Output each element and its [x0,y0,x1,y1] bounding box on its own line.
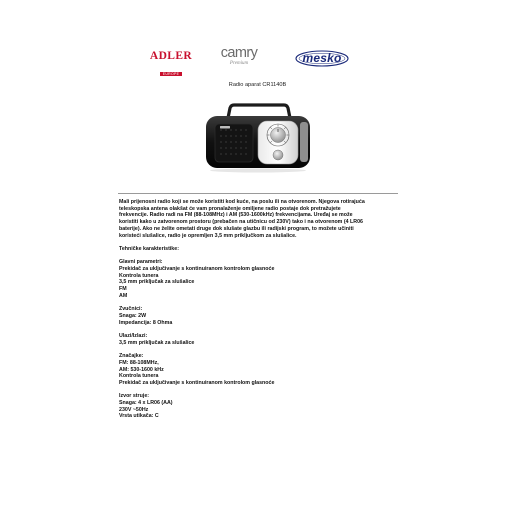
spec-item: 230V ~50Hz [119,406,149,413]
radio-illustration [200,100,322,174]
specs-heading: Tehničke karakteristike: [119,245,179,252]
speakers-heading: Zvučnici: [119,306,143,313]
section-divider [118,193,398,194]
main-params-heading: Glavni parametri: [119,259,163,266]
product-title: Radio aparat CR1140B [228,82,287,88]
spec-item: 3,5 mm priključak za slušalice [119,339,195,346]
spec-item: AM [119,292,128,299]
spec-item: Impedancija: 8 Ohma [119,319,173,326]
product-description [119,199,404,420]
spec-item: Kontrola tunera [119,272,159,279]
spec-item: FM: 88-108MHz, [119,359,159,366]
description-line: baterije). Ako ne želite ometati druge dok slušate glazbu ili radijski program, to možete učiniti [119,225,354,232]
features-heading: Značajke: [119,353,144,360]
description-line: koristeći slušalice, radio je opremljen 3,5 mm priključkom za slušalice. [119,232,297,239]
spec-item: Prekidač za uključivanje s kontinuiranom kontrolom glasnoće [119,379,275,386]
brand-logos [0,46,515,76]
spec-item: Prekidač za uključivanje s kontinuiranom kontrolom glasnoće [119,266,275,272]
spec-item: Snaga: 4 x LR06 (AA) [119,400,173,406]
spec-item: Kontrola tunera [119,373,159,380]
spec-item: AM: 530-1600 kHz [119,366,164,373]
mesko-logo: mesko [294,49,350,68]
description-line: koristiti kako u zatvorenom prostoru (prebačen na utičnicu od 230V) tako i na otvorenom (4 LR06 [119,219,364,226]
spec-item: FM [119,286,127,293]
spec-item: Vrsta utikača: C [119,413,159,420]
power-heading: Izvor struje: [119,393,150,400]
io-heading: Ulazi/Izlazi: [119,333,148,339]
volume-knob [273,150,283,160]
camry-logo: camry Premium [220,45,258,66]
description-line: teleskopska antena olakšat će vam pronalaženje omiljene radio postaje dok pretražujete [119,205,341,212]
adler-logo: ADLER EUROPE [149,50,193,76]
description-line: Mali prijenosni radio koji se može koristiti kod kuće, na poslu ili na otvorenom. Njegova rotirajuća [119,199,365,205]
spec-item: 3,5 mm priključak za slušalice [119,279,195,286]
product-image [200,100,322,174]
spec-item: Snaga: 2W [119,312,147,319]
description-line: frekvencije. Radio radi na FM (88-108MHz) i AM (530-1600kHz) frekvencijama. Uređaj se može [119,212,353,219]
